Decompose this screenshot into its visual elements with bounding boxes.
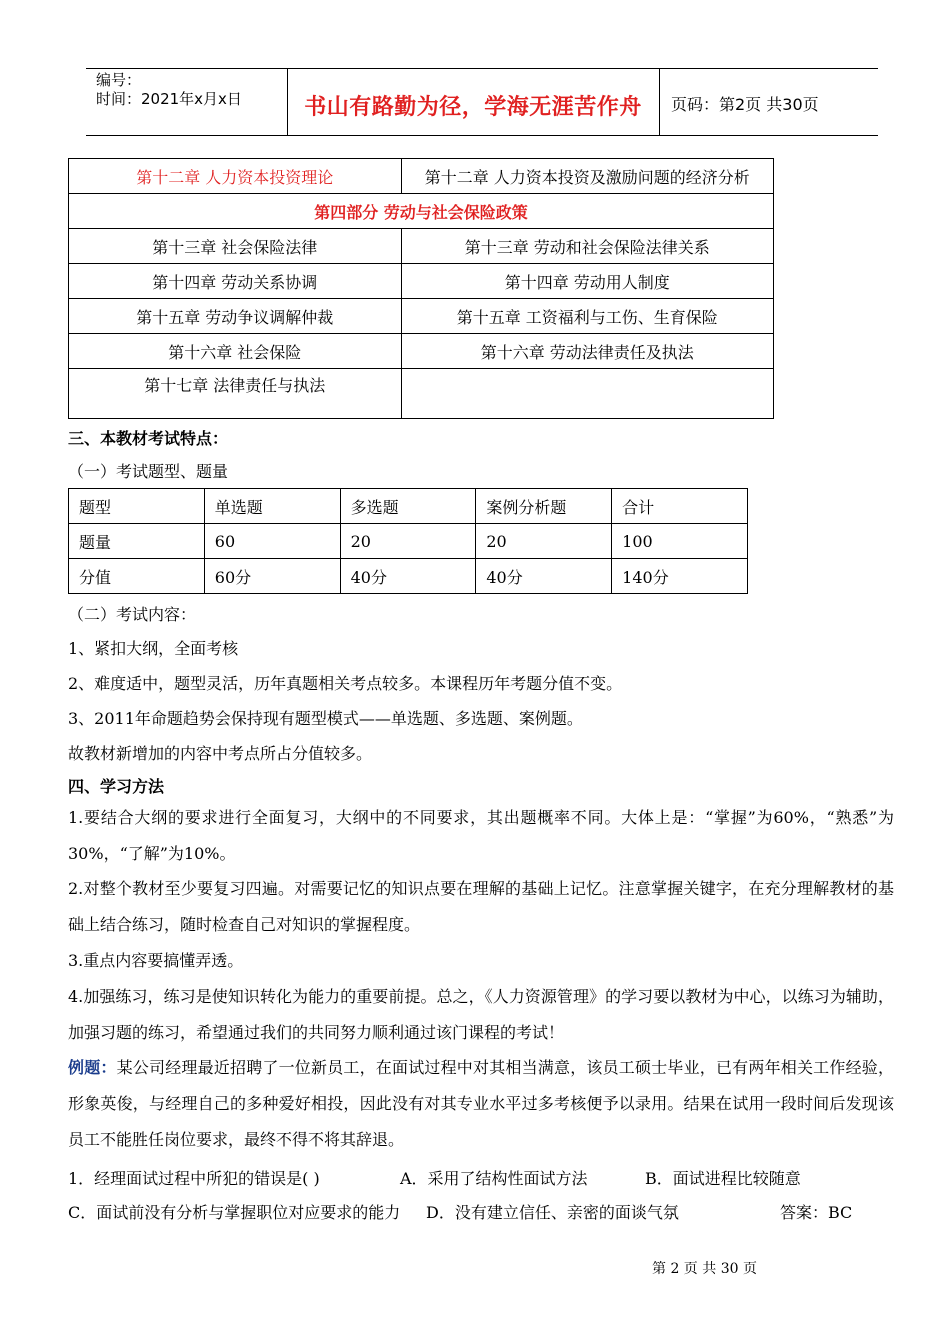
table-row — [69, 559, 748, 594]
table-cell: 20 — [340, 524, 476, 559]
table-row — [69, 369, 774, 419]
chapter-table — [68, 158, 774, 419]
header-motto: 书山有路勤为径，学海无涯苦作舟 — [304, 95, 642, 120]
study-method-paragraph: 3.重点内容要搞懂弄透。 — [68, 951, 244, 970]
answer: 答案：BC — [780, 1203, 853, 1222]
table-header-cell: 多选题 — [340, 489, 476, 524]
time-label: 时间：2021年x月x日 — [96, 90, 242, 108]
content-item: 故教材新增加的内容中考点所占分值较多。 — [68, 744, 373, 763]
header-meta — [96, 71, 242, 109]
table-row — [69, 229, 774, 264]
content-item: 1、紧扣大纲，全面考核 — [68, 639, 239, 658]
example-label: 例题： — [68, 1058, 117, 1077]
table-cell: 第十六章 社会保险 — [69, 334, 402, 369]
table-cell: 分值 — [69, 559, 205, 594]
table-cell: 第十三章 社会保险法律 — [69, 229, 402, 264]
table-cell: 第十二章 人力资本投资理论 — [69, 159, 402, 194]
table-header-cell: 案例分析题 — [476, 489, 612, 524]
table-cell: 第十七章 法律责任与执法 — [69, 369, 402, 419]
example-question: 1．经理面试过程中所犯的错误是( ) — [68, 1169, 320, 1188]
option-b: B．面试进程比较随意 — [645, 1169, 801, 1188]
study-method-paragraph: 2.对整个教材至少要复习四遍。对需要记忆的知识点要在理解的基础上记忆。注意掌握关键字，在充分理解教材的基础上结合练习，随时检查自己对知识的掌握程度。 — [68, 879, 894, 934]
page-footer: 第 2 页 共 30 页 — [652, 1261, 757, 1277]
header-page-label: 页码：第2页 共30页 — [671, 95, 819, 114]
section-4-title: 四、学习方法 — [68, 777, 165, 796]
option-c: C．面试前没有分析与掌握职位对应要求的能力 — [68, 1203, 401, 1222]
table-header-row — [69, 489, 748, 524]
table-row — [69, 524, 748, 559]
table-header-cell: 题型 — [69, 489, 205, 524]
table-cell: 40分 — [340, 559, 476, 594]
example-paragraph — [68, 1050, 894, 1158]
table-cell: 第十四章 劳动用人制度 — [401, 264, 773, 299]
option-a: A．采用了结构性面试方法 — [400, 1169, 588, 1188]
table-row — [69, 334, 774, 369]
content-item: 3、2011年命题趋势会保持现有题型模式——单选题、多选题、案例题。 — [68, 709, 583, 728]
table-cell: 第十六章 劳动法律责任及执法 — [401, 334, 773, 369]
table-cell: 40分 — [476, 559, 612, 594]
example-text: 某公司经理最近招聘了一位新员工，在面试过程中对其相当满意，该员工硕士毕业，已有两年相关工作经验，形象英俊，与经理自己的多种爱好相投，因此没有对其专业水平过多考核便予以录用。结果在试用一段时间后发现该员工不能胜任岗位要求，最终不得不将其辞退。 — [68, 1058, 894, 1149]
study-method-paragraph: 4.加强练习，练习是使知识转化为能力的重要前提。总之，《人力资源管理》的学习要以教材为中心，以练习为辅助，加强习题的练习，希望通过我们的共同努力顺利通过该门课程的考试！ — [68, 987, 894, 1042]
page-header — [86, 68, 878, 136]
table-row — [69, 194, 774, 229]
section-heading-cell: 第四部分 劳动与社会保险政策 — [69, 194, 774, 229]
table-cell: 第十二章 人力资本投资及激励问题的经济分析 — [401, 159, 773, 194]
table-cell: 第十四章 劳动关系协调 — [69, 264, 402, 299]
table-cell — [401, 369, 773, 419]
table-cell: 140分 — [612, 559, 748, 594]
table-header-cell: 合计 — [612, 489, 748, 524]
table-cell: 第十五章 工资福利与工伤、生育保险 — [401, 299, 773, 334]
table-row — [69, 299, 774, 334]
code-label: 编号： — [96, 71, 142, 89]
table-cell: 第十三章 劳动和社会保险法律关系 — [401, 229, 773, 264]
section-3-sub1: （一）考试题型、题量 — [68, 462, 229, 481]
table-row — [69, 264, 774, 299]
table-cell: 60分 — [204, 559, 340, 594]
section-3-sub2: （二）考试内容： — [68, 605, 197, 624]
table-cell: 题量 — [69, 524, 205, 559]
table-cell: 60 — [204, 524, 340, 559]
exam-table — [68, 488, 748, 594]
table-cell: 第十五章 劳动争议调解仲裁 — [69, 299, 402, 334]
table-row — [69, 159, 774, 194]
content-item: 2、难度适中，题型灵活，历年真题相关考点较多。本课程历年考题分值不变。 — [68, 674, 623, 693]
table-cell: 100 — [612, 524, 748, 559]
option-d: D．没有建立信任、亲密的面谈气氛 — [426, 1203, 679, 1222]
study-method-paragraph: 1.要结合大纲的要求进行全面复习，大纲中的不同要求，其出题概率不同。大体上是：“掌握”为60%，“熟悉”为30%，“了解”为10%。 — [68, 808, 894, 863]
table-header-cell: 单选题 — [204, 489, 340, 524]
table-cell: 20 — [476, 524, 612, 559]
section-3-title: 三、本教材考试特点： — [68, 429, 229, 448]
